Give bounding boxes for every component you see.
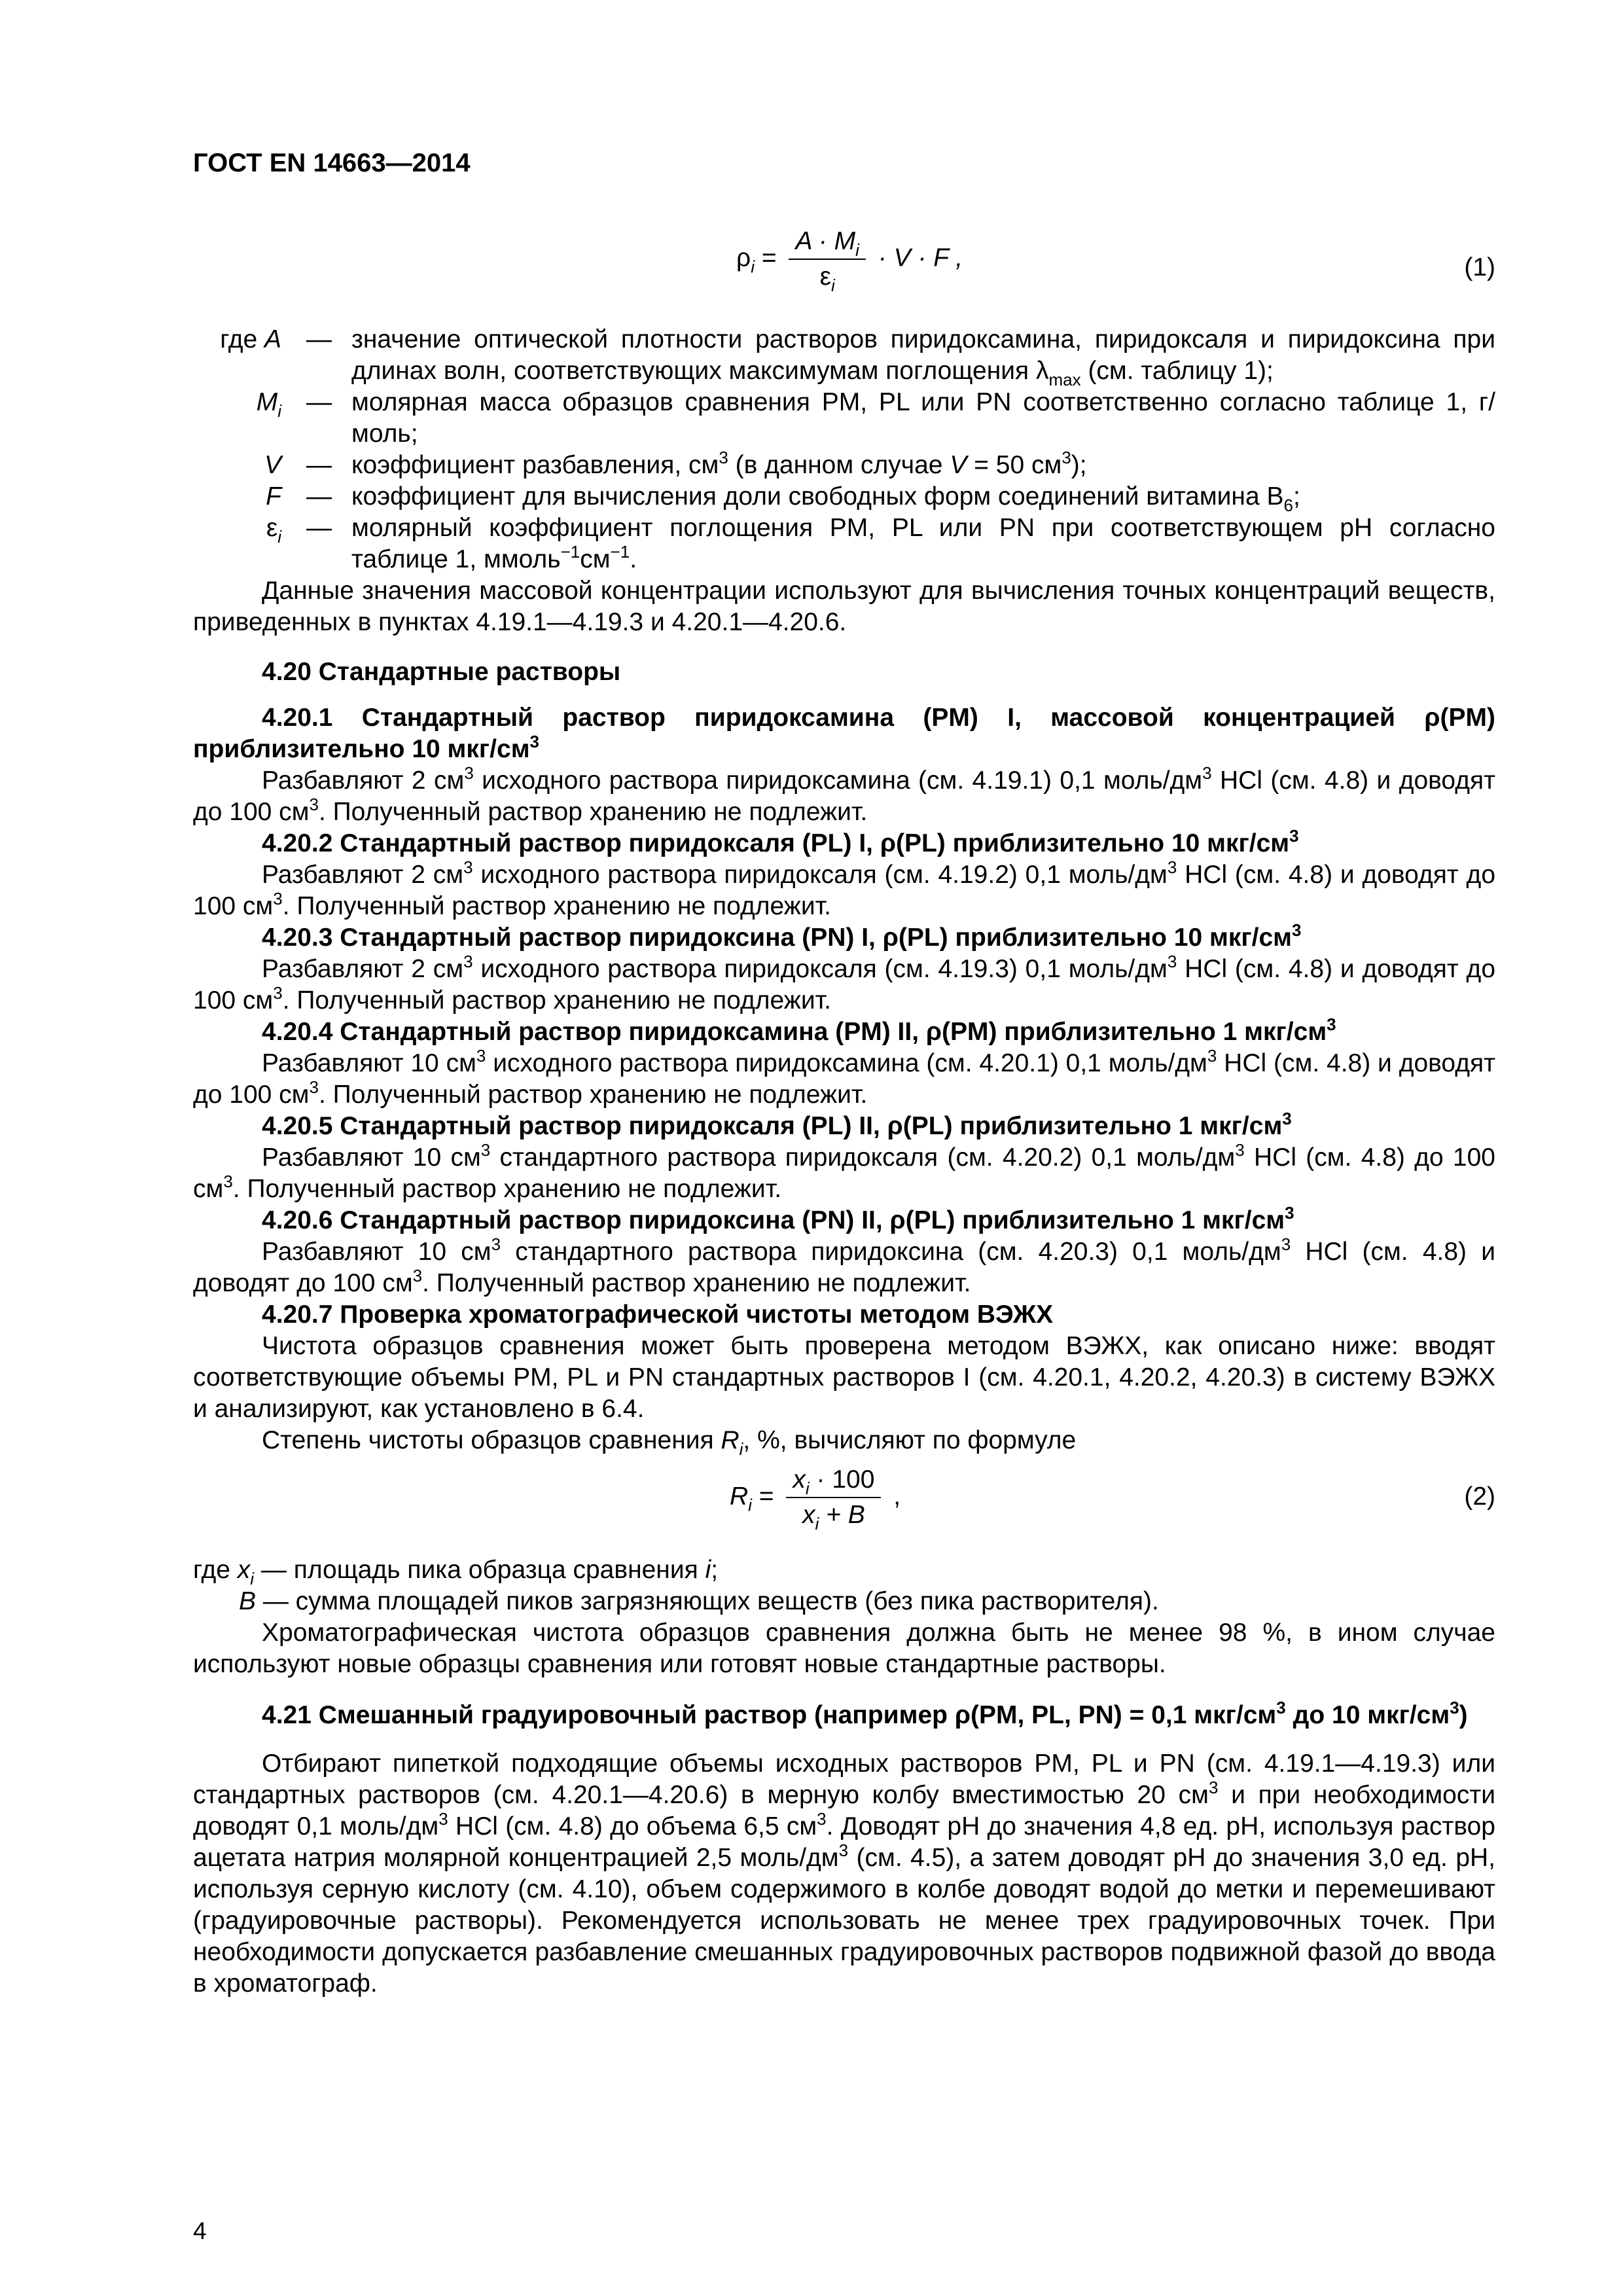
paragraph: Разбавляют 2 $см^3$ исходного раствора пиридоксаля (см. 4.19.3) 0,1 моль/$дм^3$ HCl (см. 4.8) и доводят до 100 $см^3$. Полученный раствор хранению не подлежит. (193, 952, 1496, 1014)
definition-item: $M_i$ — молярная масса образцов сравнения PM, PL или PN соответственно согласно таблице 1, г/моль; (256, 388, 1495, 448)
paragraph: Разбавляют 10 $см^3$ исходного раствора пиридоксамина (см. 4.20.1) 0,1 моль/$дм^3$ HCl (см. 4.8) и доводят до 100 $см^3$. Полученный раствор хранению не подлежит. (193, 1046, 1495, 1109)
subsection-heading-4-20-6: 4.20.6 Стандартный раствор пиридоксина (PN) II, ρ(PL) приблизительно 1 мкг/$см^3$ (262, 1203, 1294, 1234)
fraction: $\frac{x_i \cdot 100}{x_i + B}$ (786, 1464, 881, 1531)
definition-item: B — сумма площадей пиков загрязняющих веществ (без пика растворителя). (239, 1587, 1159, 1615)
formula-2: $R_i$ = $\frac{x_i \cdot 100}{x_i + B}$ , (2) (730, 1465, 1495, 1534)
formula-1: $\rho_i$ = $\frac{A \cdot M_i}{\varepsilon_i}$ · V · F , (1) (736, 227, 1495, 295)
paragraph: Данные значения массовой концентрации используют для вычисления точных концентраций веществ, приведенных в пунктах 4.19.1—4.19.3 и 4.20.1—4.20.6. (193, 577, 1495, 636)
subsection-heading-4-20-1: 4.20.1 Стандартный раствор пиридоксамина (PM) I, массовой концентрацией ρ(PM) приблизительно 10 мкг/$см^3$ (193, 704, 1495, 763)
document-header: ГОСТ EN 14663—2014 (193, 149, 471, 177)
definition-item: F — коэффициент для вычисления доли свободных форм соединений витамина $B_6$; (266, 482, 1300, 515)
paragraph: Хроматографическая чистота образцов сравнения должна быть не менее 98 %, в ином случае используют новые образцы сравнения или готовят новые стандартные растворы. (193, 1619, 1495, 1678)
definition-item: V — коэффициент разбавления, $см^3$ (в данном случае V = 50 $см^3$); (264, 448, 1087, 479)
paragraph: Чистота образцов сравнения может быть проверена методом ВЭЖХ, как описано ниже: вводят соответствующие объемы PM, PL и PN стандартных растворов I (см. 4.20.1, 4.20.2, 4.20.3) в систему ВЭЖХ и анализируют, как установлено в 6.4. (193, 1332, 1495, 1423)
section-heading-4-21: 4.21 Смешанный градуировочный раствор (например ρ(PM, PL, PN) = 0,1 мкг/$см^3$ до 10 мкг/$см^3$) (262, 1698, 1468, 1729)
definition-item: где $x_i$ — площадь пика образца сравнения i; (193, 1556, 719, 1588)
paragraph: Разбавляют 10 $см^3$ стандартного раствора пиридоксина (см. 4.20.3) 0,1 моль/$дм^3$ HCl (см. 4.8) и доводят до 100 $см^3$. Полученный раствор хранению не подлежит. (193, 1234, 1495, 1297)
equation-number: (2) (1464, 1482, 1495, 1511)
paragraph: Разбавляют 10 $см^3$ стандартного раствора пиридоксаля (см. 4.20.2) 0,1 моль/$дм^3$ HCl (см. 4.8) до 100 $см^3$. Полученный раствор хранению не подлежит. (193, 1140, 1495, 1203)
definition-item: $\varepsilon_i$ — молярный коэффициент поглощения PM, PL или PN при соответствующем pH согласно таблице 1, $ммоль^{-1}см^{-1}$. (266, 514, 1495, 573)
paragraph: Отбирают пипеткой подходящие объемы исходных растворов PM, PL и PN (см. 4.19.1—4.19.3) или стандартных растворов (см. 4.20.1—4.20.6) в мерную колбу вместимостью 20 $см^3$ и при необходимости доводят 0,1 моль/$дм^3$ HCl (см. 4.8) до объема 6,5 $см^3$. Доводят pH до значения 4,8 ед. pH, используя раствор ацетата натрия молярной концентрацией 2,5 моль/$дм^3$ (см. 4.5), а затем доводят pH до значения 3,0 ед. pH, используя серную кислоту (см. 4.10), объем содержимого в колбе доводят водой до метки и перемешивают (градуировочные растворы). Рекомендуется использовать не менее трех градуировочных точек. При необходимости допускается разбавление смешанных градуировочных растворов подвижной фазой до ввода в хроматограф. (193, 1749, 1496, 1998)
subsection-heading-4-20-2: 4.20.2 Стандартный раствор пиридоксаля (PL) I, ρ(PL) приблизительно 10 мкг/$см^3$ (262, 826, 1299, 857)
fraction: $\frac{A \cdot M_i}{\varepsilon_i}$ (789, 226, 866, 293)
subsection-heading-4-20-3: 4.20.3 Стандартный раствор пиридоксина (PN) I, ρ(PL) приблизительно 10 мкг/$см^3$ (262, 920, 1302, 952)
definition-item: где A — значение оптической плотности растворов пиридоксамина, пиридоксаля и пиридоксина при длинах волн, соответствующих максимумам поглощения $\lambda_{max}$ (см. таблицу 1); (220, 325, 1495, 389)
equation-number: (1) (1464, 253, 1495, 281)
section-heading-4-20: 4.20 Стандартные растворы (262, 658, 621, 686)
subsection-heading-4-20-4: 4.20.4 Стандартный раствор пиридоксамина (PM) II, ρ(PM) приблизительно 1 мкг/$см^3$ (262, 1014, 1336, 1046)
paragraph: Разбавляют 2 $см^3$ исходного раствора пиридоксаля (см. 4.19.2) 0,1 моль/$дм^3$ HCl (см. 4.8) и доводят до 100 $см^3$. Полученный раствор хранению не подлежит. (193, 857, 1496, 920)
body-content (193, 226, 1495, 2000)
page-number: 4 (193, 2217, 207, 2244)
subsection-heading-4-20-5: 4.20.5 Стандартный раствор пиридоксаля (PL) II, ρ(PL) приблизительно 1 мкг/$см^3$ (262, 1109, 1292, 1140)
paragraph: Степень чистоты образцов сравнения $R_i$, %, вычисляют по формуле (262, 1426, 1077, 1459)
definitions-list (193, 324, 1495, 575)
subsection-heading-4-20-7: 4.20.7 Проверка хроматографической чистоты методом ВЭЖХ (262, 1300, 1054, 1329)
paragraph: Разбавляют 2 $см^3$ исходного раствора пиридоксамина (см. 4.19.1) 0,1 моль/$дм^3$ HCl (см. 4.8) и доводят до 100 $см^3$. Полученный раствор хранению не подлежит. (193, 763, 1495, 826)
